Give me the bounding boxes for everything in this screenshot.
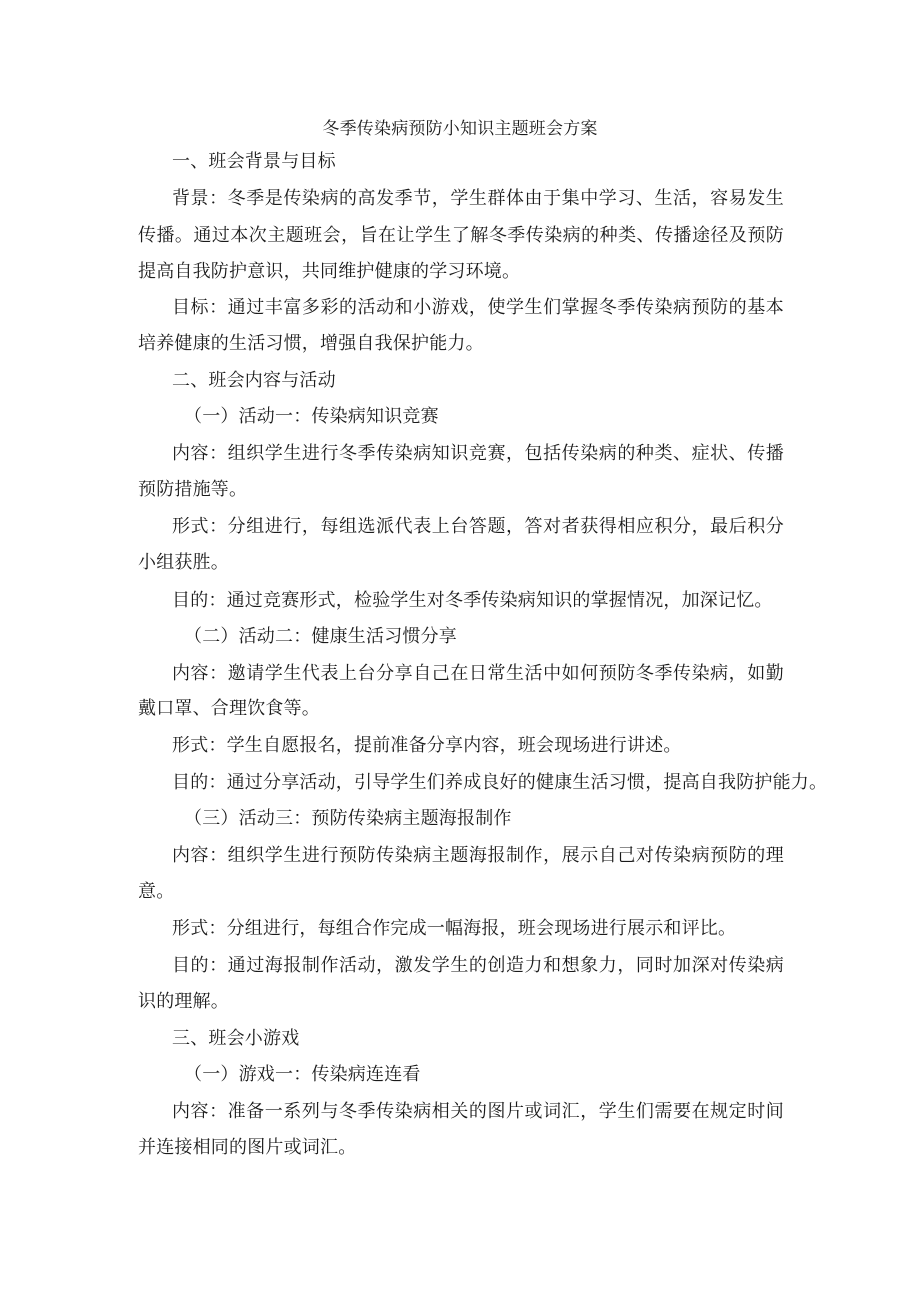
activity-1-form-line-2: 小组获胜。 [138,552,229,573]
activity-2-purpose: 目的：通过分享活动，引导学生们养成良好的健康生活习惯，提高自我防护能力。 [172,772,828,793]
activity-3-content-line-2: 意。 [138,881,175,902]
activity-1-content-line-1: 内容：组织学生进行冬季传染病知识竞赛，包括传染病的种类、症状、传播 [172,443,784,464]
activity-1-purpose: 目的：通过竞赛形式，检验学生对冬季传染病知识的掌握情况，加深记忆。 [172,590,773,611]
activity-2-heading: （二）活动二：健康生活习惯分享 [184,626,457,647]
game-1-heading: （一）游戏一：传染病连连看 [184,1064,421,1085]
activity-3-form: 形式：分组进行，每组合作完成一幅海报，班会现场进行展示和评比。 [172,918,737,939]
activity-3-purpose-line-2: 识的理解。 [138,991,229,1012]
section-heading-games: 三、班会小游戏 [172,1028,300,1049]
paragraph-goal-line-2: 培养健康的生活习惯，增强自我保护能力。 [138,333,484,354]
activity-1-heading: （一）活动一：传染病知识竞赛 [184,406,439,427]
paragraph-background-line-2: 传播。通过本次主题班会，旨在让学生了解冬季传染病的种类、传播途径及预防 [138,225,784,246]
activity-3-content-line-1: 内容：组织学生进行预防传染病主题海报制作，展示自己对传染病预防的理 [172,845,784,866]
section-heading-background-goals: 一、班会背景与目标 [172,151,336,172]
activity-2-content-line-2: 戴口罩、合理饮食等。 [138,698,320,719]
game-1-content-line-1: 内容：准备一系列与冬季传染病相关的图片或词汇，学生们需要在规定时间 [172,1101,784,1122]
activity-3-heading: （三）活动三：预防传染病主题海报制作 [184,808,512,829]
activity-2-content-line-1: 内容：邀请学生代表上台分享自己在日常生活中如何预防冬季传染病，如勤 [172,663,784,684]
activity-1-content-line-2: 预防措施等。 [138,479,248,500]
paragraph-goal-line-1: 目标：通过丰富多彩的活动和小游戏，使学生们掌握冬季传染病预防的基本 [172,297,784,318]
section-heading-content-activities: 二、班会内容与活动 [172,370,336,391]
activity-3-purpose-line-1: 目的：通过海报制作活动，激发学生的创造力和想象力，同时加深对传染病 [172,955,784,976]
activity-2-form: 形式：学生自愿报名，提前准备分享内容，班会现场进行讲述。 [172,735,682,756]
document-title: 冬季传染病预防小知识主题班会方案 [322,119,598,139]
paragraph-background-line-3: 提高自我防护意识，共同维护健康的学习环境。 [138,261,521,282]
paragraph-background-line-1: 背景：冬季是传染病的高发季节，学生群体由于集中学习、生活，容易发生 [172,188,784,209]
game-1-content-line-2: 并连接相同的图片或词汇。 [138,1137,357,1158]
activity-1-form-line-1: 形式：分组进行，每组选派代表上台答题，答对者获得相应积分，最后积分 [172,516,784,537]
